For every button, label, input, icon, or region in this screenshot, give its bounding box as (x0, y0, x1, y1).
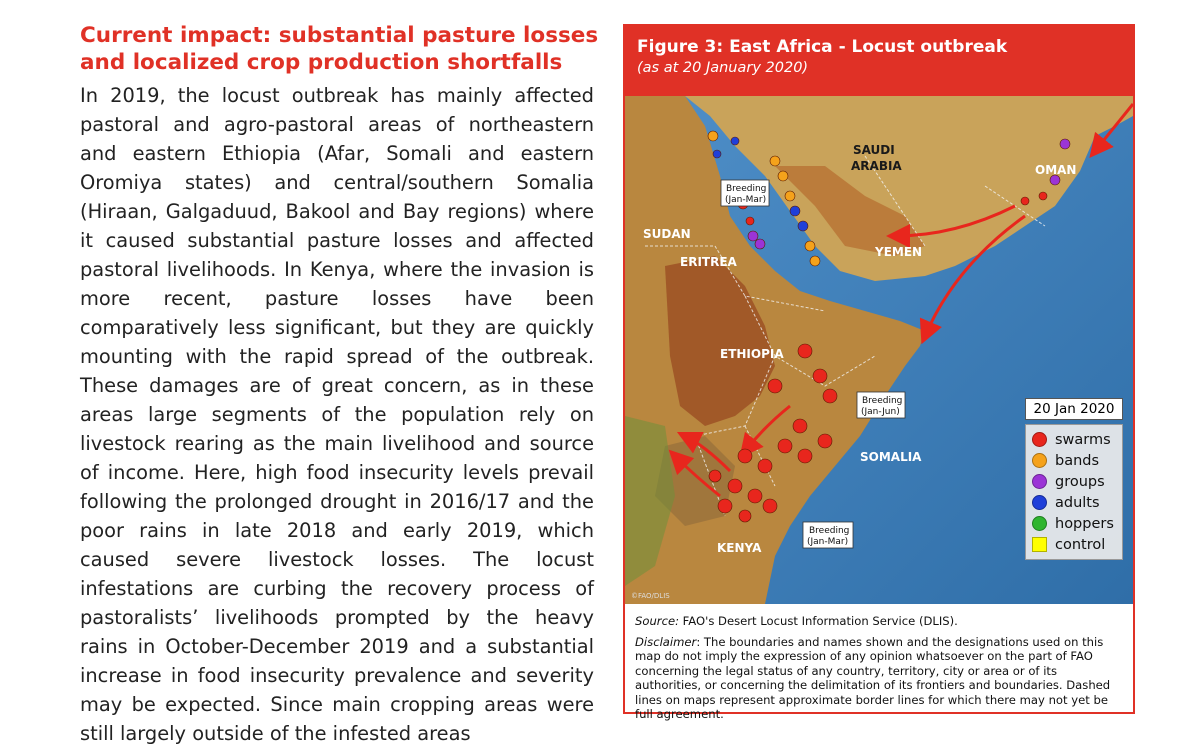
svg-text:(Jan-Mar): (Jan-Mar) (725, 195, 767, 205)
disclaimer-text: : The boundaries and names shown and the designations used on this map do not imply the expression of any opinion whatsoever on the part of FAO concerning the legal status of any country, territory, city or area or of its authorities, or concerning the delimitation of its frontiers and boundaries. Dashed lines on maps represent approximate border lines for which there may not yet be full agreement. (635, 634, 1111, 721)
legend-item-swarms (1032, 429, 1116, 450)
legend-label-hoppers: hoppers (1055, 515, 1114, 532)
figure-header (625, 26, 1133, 96)
label-saudi: SAUDI (853, 143, 895, 157)
figure-subtitle: (as at 20 January 2020) (637, 60, 809, 76)
breeding-label-2 (857, 392, 905, 418)
label-somalia: SOMALIA (860, 450, 922, 464)
label-kenya: KENYA (717, 541, 762, 555)
legend-items (1025, 424, 1123, 560)
label-arabia: ARABIA (851, 159, 902, 173)
legend-label-swarms: swarms (1055, 431, 1111, 448)
svg-text:(Jan-Mar): (Jan-Mar) (807, 537, 849, 547)
figure-title: Figure 3: East Africa - Locust outbreak (637, 37, 1008, 57)
svg-text:Breeding: Breeding (726, 184, 767, 194)
legend-item-hoppers (1032, 513, 1116, 534)
figure-panel (623, 24, 1135, 721)
legend-label-bands: bands (1055, 452, 1100, 469)
legend-label-groups: groups (1055, 473, 1105, 490)
source-label: Source: (635, 614, 679, 628)
map-credit: ©FAO/DLIS (631, 592, 670, 600)
swatch-bands (1032, 453, 1047, 468)
label-eritrea: ERITREA (680, 255, 737, 269)
legend-date: 20 Jan 2020 (1025, 398, 1123, 420)
label-oman: OMAN (1035, 163, 1077, 177)
swatch-hoppers (1032, 516, 1047, 531)
source-text: FAO's Desert Locust Information Service (DLIS). (678, 614, 958, 628)
swatch-control (1032, 537, 1047, 552)
body-paragraph: In 2019, the locust outbreak has mainly affected pastoral and agro-pastoral areas of northeastern and eastern Ethiopia (Afar, Somali and eastern Oromiya states) and central/southern Somalia (Hiraan, Galgaduud, Bakool and Bay regions) where it caused substantial pasture losses and affected pastoral livelihoods. In Kenya, where the invasion is more recent, pasture losses have been comparatively less significant, but they are quickly mounting with the rapid spread of the outbreak. These damages are of great concern, as in these areas large segments of the population rely on livestock rearing as the main livelihood and source of income. Here, high food insecurity levels prevail following the prolonged drought in 2016/17 and the poor rains in late 2018 and early 2019, which caused severe livestock losses. The locust infestations are curbing the recovery process of pastoralists’ livelihoods prompted by the heavy rains in October-December 2019 and a substantial increase in food insecurity prevalence and severity may be expected. Since main cropping areas were still largely outside of the infested areas (80, 84, 594, 745)
label-yemen: YEMEN (875, 245, 923, 259)
breeding-label-3 (803, 522, 853, 548)
disclaimer-label: Disclaimer (635, 634, 697, 649)
legend-item-adults (1032, 492, 1116, 513)
legend-label-adults: adults (1055, 494, 1100, 511)
svg-text:Breeding: Breeding (809, 526, 850, 536)
swatch-adults (1032, 495, 1047, 510)
locust-map (625, 96, 1133, 604)
legend-item-groups (1032, 471, 1116, 492)
legend-item-control (1032, 534, 1116, 555)
legend-item-bands (1032, 450, 1116, 471)
disclaimer (635, 635, 1125, 722)
label-sudan: SUDAN (643, 227, 691, 241)
svg-text:(Jan-Jun): (Jan-Jun) (861, 407, 900, 417)
section-heading: Current impact: substantial pasture losses and localized crop production shortfalls (80, 23, 599, 75)
svg-text:Breeding: Breeding (862, 396, 903, 406)
legend-label-control: control (1055, 536, 1106, 553)
swatch-swarms (1032, 432, 1047, 447)
label-ethiopia: ETHIOPIA (720, 347, 784, 361)
figure-caption (635, 614, 1125, 728)
swatch-groups (1032, 474, 1047, 489)
source-line (635, 614, 1125, 629)
breeding-label-1 (721, 180, 769, 206)
map-legend (1025, 398, 1123, 560)
